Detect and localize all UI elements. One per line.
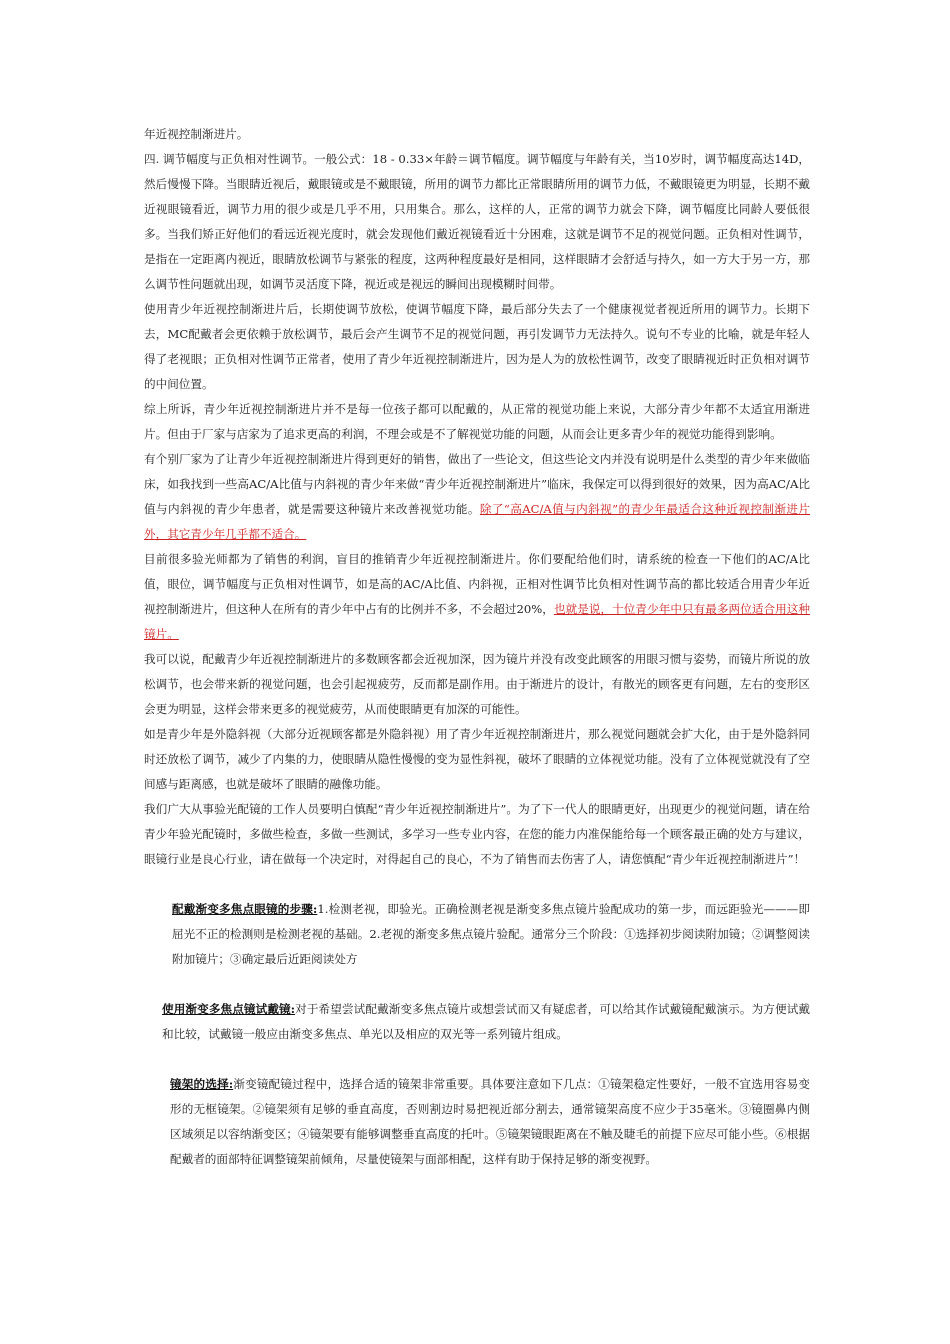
paragraph-effects: 使用青少年近视控制渐进片后，长期使调节放松，使调节幅度下降，最后部分失去了一个健康视觉者视近所用的调节力。长期下去，MC配戴者会更依赖于放松调节，最后会产生调节不足的视觉问题，再引发调节力无法持久。说句不专业的比喻，就是年轻人得了老视眼；正负相对性调节正常者，使用了青少年近视控制渐进片，因为是人为的放松性调节，改变了眼睛视近时正负相对调节的中间位置。 <box>144 302 810 391</box>
spacer <box>144 1047 810 1072</box>
section-frame-selection: 镜架的选择:渐变镜配镜过程中，选择合适的镜架非常重要。具体要注意如下几点：①镜架稳定性要好，一般不宜选用容易变形的无框镜架。②镜架须有足够的垂直高度，否则割边时易把视近部分割去，通常镜架高度不应少于35毫米。③镜圈鼻内侧区域须足以容纳渐变区；④镜架要有能够调整垂直高度的托叶。⑤镜架镜眼距离在不触及睫毛的前提下应尽可能小些。⑥根据配戴者的面部特征调整镜架前倾角，尽量使镜架与面部相配，这样有助于保持足够的渐变视野。 <box>170 1077 811 1166</box>
paragraph-conclusion: 我们广大从事验光配镜的工作人员要明白慎配“青少年近视控制渐进片”。为了下一代人的眼睛更好，出现更少的视觉问题，请在给青少年验光配镜时，多做些检查，多做一些测试，多学习一些专业内容，在您的能力内准保能给每一个顾客最正确的处方与建议，眼镜行业是良心行业，请在做每一个决定时，对得起自己的良心，不为了销售而去伤害了人，请您慎配“青少年近视控制渐进片”！ <box>144 802 810 866</box>
paragraph-intro: 年近视控制渐进片。 <box>144 127 249 141</box>
paragraph-manufacturers: 有个别厂家为了让青少年近视控制渐进片得到更好的销售，做出了一些论文，但这些论文内并没有说明是什么类型的青少年来做临床，如我找到一些高AC/A比值与内斜视的青少年来做“青少年近视控制渐进片”临床，我保定可以得到很好的效果，因为高AC/A比值与内斜视的青少年患者，就是需要这种镜片来改善视觉功能。除了“高AC/A值与内斜视”的青少年最适合这种近视控制渐进片外，其它青少年几乎都不适合。 <box>144 452 810 541</box>
paragraph-side-effects: 我可以说，配戴青少年近视控制渐进片的多数顾客都会近视加深，因为镜片并没有改变此顾客的用眼习惯与姿势，而镜片所说的放松调节，也会带来新的视觉问题，也会引起视疲劳，反而都是副作用。由于渐进片的设计，有散光的顾客更有问题，左右的变形区会更为明显，这样会带来更多的视觉疲劳，从而使眼睛更有加深的可能性。 <box>144 652 810 716</box>
section-heading: 镜架的选择: <box>170 1077 234 1091</box>
section-heading: 使用渐变多焦点镜试戴镜: <box>162 1002 296 1016</box>
paragraph-exophoria: 如是青少年是外隐斜视（大部分近视顾客都是外隐斜视）用了青少年近视控制渐进片，那么视觉问题就会扩大化，由于是外隐斜同时还放松了调节，减少了内集的力，使眼睛从隐性慢慢的变为显性斜视，破坏了眼睛的立体视觉功能。没有了立体视觉就没有了空间感与距离感，也就是破坏了眼睛的融像功能。 <box>144 727 810 791</box>
section-heading: 配戴渐变多焦点眼镜的步骤: <box>172 902 318 916</box>
highlight-ratio: 也就是说，十位青少年中只有最多两位适合用这种镜片。 <box>144 602 810 641</box>
section-trial-lens: 使用渐变多焦点镜试戴镜:对于希望尝试配戴渐变多焦点镜片或想尝试而又有疑虑者，可以给其作试戴镜配戴演示。为方便试戴和比较，试戴镜一般应由渐变多焦点、单光以及相应的双光等一系列镜片组成。 <box>162 1002 810 1041</box>
paragraph-optometrists: 目前很多验光师都为了销售的利润，盲目的推销青少年近视控制渐进片。你们要配给他们时，请系统的检查一下他们的AC/A比值，眼位，调节幅度与正负相对性调节，如是高的AC/A比值、内斜视，正相对性调节比负相对性调节高的都比较适合用青少年近视控制渐进片，但这种人在所有的青少年中占有的比例并不多，不会超过20%，也就是说，十位青少年中只有最多两位适合用这种镜片。 <box>144 552 810 641</box>
spacer <box>144 872 810 897</box>
paragraph-summary: 综上所诉，青少年近视控制渐进片并不是每一位孩子都可以配戴的，从正常的视觉功能上来说，大部分青少年都不太适宜用渐进片。但由于厂家与店家为了追求更高的利润，不理会或是不了解视觉功能的问题，从而会让更多青少年的视觉功能得到影响。 <box>144 402 810 441</box>
paragraph-accommodation: 四. 调节幅度与正负相对性调节。一般公式：18 - 0.33×年龄＝调节幅度。调节幅度与年龄有关，当10岁时，调节幅度高达14D，然后慢慢下降。当眼睛近视后，戴眼镜或是不戴眼镜，所用的调节力都比正常眼睛所用的调节力低，不戴眼镜更为明显，长期不戴近视眼镜看近，调节力用的很少或是几乎不用，只用集合。那么，这样的人，正常的调节力就会下降，调节幅度比同龄人要低很多。当我们矫正好他们的看远近视光度时，就会发现他们戴近视镜看近十分困难，这就是调节不足的视觉问题。正负相对性调节，是指在一定距离内视近，眼睛放松调节与紧张的程度，这两种程度最好是相同，这样眼睛才会舒适与持久，如一方大于另一方，那么调节性问题就出现，如调节灵活度下降，视近或是视远的瞬间出现模糊时间带。 <box>144 152 810 291</box>
spacer <box>144 972 810 997</box>
document-page <box>144 122 810 1172</box>
highlight-warning: 除了“高AC/A值与内斜视”的青少年最适合这种近视控制渐进片外，其它青少年几乎都不适合。 <box>144 502 810 541</box>
section-fitting-steps: 配戴渐变多焦点眼镜的步骤:1.检测老视，即验光。正确检测老视是渐变多焦点镜片验配成功的第一步，而远距验光———即屈光不正的检测则是检测老视的基础。2.老视的渐变多焦点镜片验配。通常分三个阶段：①选择初步阅读附加镜；②调整阅读附加镜片；③确定最后近距阅读处方 <box>172 902 811 966</box>
